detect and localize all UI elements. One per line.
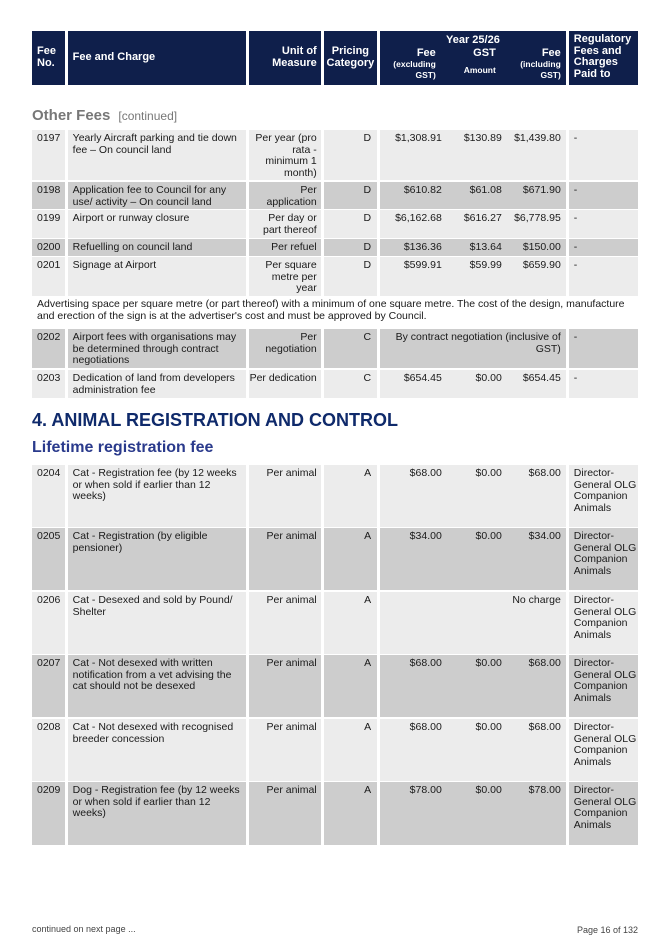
regulatory-paid-to: - bbox=[569, 130, 638, 180]
fee-incl-gst: $659.90 bbox=[522, 259, 561, 271]
unit-of-measure: Per square metre per year bbox=[249, 257, 321, 296]
fee-name: Cat - Not desexed with written notification from a vet advising the cat should not be desexed bbox=[68, 655, 246, 717]
fee-incl-gst: No charge bbox=[512, 594, 561, 606]
fee-excl-gst: $599.91 bbox=[403, 259, 442, 271]
gst-amount: $616.27 bbox=[463, 212, 502, 224]
fee-name: Cat - Registration fee (by 12 weeks or when sold if earlier than 12 weeks) bbox=[68, 465, 246, 527]
fee-values bbox=[380, 239, 566, 256]
page-number: Page 16 of 132 bbox=[576, 925, 638, 935]
gst-amount: $0.00 bbox=[475, 530, 502, 542]
gst-amount: $0.00 bbox=[475, 721, 502, 733]
fee-excl-gst: $78.00 bbox=[409, 784, 442, 796]
fee-name: Cat - Registration (by eligible pensioner) bbox=[68, 528, 246, 590]
section-title: 4. ANIMAL REGISTRATION AND CONTROL bbox=[32, 410, 398, 430]
fee-incl-gst: $1,439.80 bbox=[514, 132, 561, 144]
other-fees-continued: [continued] bbox=[118, 109, 178, 123]
regulatory-paid-to: - bbox=[569, 257, 638, 296]
pricing-category: A bbox=[324, 719, 377, 781]
table-row bbox=[32, 655, 638, 717]
fee-number: 0202 bbox=[32, 329, 65, 368]
continued-note: continued on next page ... bbox=[32, 924, 136, 934]
table-row bbox=[32, 257, 638, 296]
fee-name: Cat - Not desexed with recognised breeder concession bbox=[68, 719, 246, 781]
unit-of-measure: Per animal bbox=[249, 719, 321, 781]
fee-excl-gst: $68.00 bbox=[409, 721, 442, 733]
header-fee-and-charge: Fee and Charge bbox=[68, 31, 246, 85]
fee-excl-gst: $6,162.68 bbox=[395, 212, 442, 224]
fee-excl-gst: $654.45 bbox=[403, 372, 442, 384]
table-row bbox=[32, 329, 638, 368]
fee-values bbox=[380, 329, 566, 368]
fee-name: Signage at Airport bbox=[68, 257, 246, 296]
unit-of-measure: Per animal bbox=[249, 465, 321, 527]
fee-name: Cat - Desexed and sold by Pound/ Shelter bbox=[68, 592, 246, 654]
regulatory-paid-to: Director-General OLG Companion Animals bbox=[569, 782, 638, 845]
header-fee-excl bbox=[386, 47, 436, 81]
pricing-category: A bbox=[324, 528, 377, 590]
regulatory-paid-to: Director-General OLG Companion Animals bbox=[569, 592, 638, 654]
table-row bbox=[32, 465, 638, 527]
fee-excl-gst: $1,308.91 bbox=[395, 132, 442, 144]
advertising-note: Advertising space per square metre (or part thereof) with a minimum of one square metre. The cost of the design, manufacture and erection of the sign is at the advertiser's cost and must be approved by Council. bbox=[37, 298, 625, 322]
fee-incl-gst: $671.90 bbox=[522, 184, 561, 196]
regulatory-paid-to: Director-General OLG Companion Animals bbox=[569, 655, 638, 717]
table-row bbox=[32, 239, 638, 256]
fee-excl-gst: $136.36 bbox=[403, 241, 442, 253]
regulatory-paid-to: Director-General OLG Companion Animals bbox=[569, 465, 638, 527]
gst-amount: $0.00 bbox=[475, 372, 502, 384]
fee-values bbox=[380, 370, 566, 398]
header-fee-incl-sub: (including GST) bbox=[520, 59, 561, 80]
unit-of-measure: Per animal bbox=[249, 655, 321, 717]
table-row bbox=[32, 782, 638, 845]
table-header bbox=[32, 31, 638, 85]
fee-incl-gst: $34.00 bbox=[528, 530, 561, 542]
fee-excl-gst: $68.00 bbox=[409, 467, 442, 479]
header-gst-sub: Amount bbox=[463, 65, 496, 75]
gst-amount: $61.08 bbox=[469, 184, 502, 196]
fee-values bbox=[380, 465, 566, 527]
gst-amount: $130.89 bbox=[463, 132, 502, 144]
fee-name: Airport or runway closure bbox=[68, 210, 246, 238]
regulatory-paid-to: - bbox=[569, 239, 638, 256]
regulatory-paid-to: - bbox=[569, 182, 638, 209]
unit-of-measure: Per animal bbox=[249, 782, 321, 845]
fee-number: 0201 bbox=[32, 257, 65, 296]
gst-amount: $59.99 bbox=[469, 259, 502, 271]
fee-number: 0204 bbox=[32, 465, 65, 527]
fee-excl-gst: $610.82 bbox=[403, 184, 442, 196]
unit-of-measure: Per animal bbox=[249, 592, 321, 654]
pricing-category: A bbox=[324, 782, 377, 845]
table-row bbox=[32, 130, 638, 180]
table-row bbox=[32, 528, 638, 590]
unit-of-measure: Per day or part thereof bbox=[249, 210, 321, 238]
gst-amount: $0.00 bbox=[475, 657, 502, 669]
fee-name: Airport fees with organisations may be determined through contract negotiations bbox=[68, 329, 246, 368]
unit-of-measure: Per animal bbox=[249, 528, 321, 590]
other-fees-title: Other Fees bbox=[32, 107, 111, 124]
header-pricing-category: Pricing Category bbox=[324, 31, 377, 85]
unit-of-measure: Per application bbox=[249, 182, 321, 209]
pricing-category: C bbox=[324, 370, 377, 398]
header-year-group bbox=[380, 31, 566, 85]
pricing-category: A bbox=[324, 465, 377, 527]
fee-values bbox=[380, 210, 566, 238]
header-gst bbox=[446, 47, 496, 76]
pricing-category: D bbox=[324, 210, 377, 238]
table-row bbox=[32, 370, 638, 398]
pricing-category: A bbox=[324, 655, 377, 717]
fee-name: Dedication of land from developers administration fee bbox=[68, 370, 246, 398]
regulatory-paid-to: Director-General OLG Companion Animals bbox=[569, 528, 638, 590]
header-regulatory: Regulatory Fees and Charges Paid to bbox=[569, 31, 638, 85]
gst-amount: $13.64 bbox=[469, 241, 502, 253]
section-subtitle: Lifetime registration fee bbox=[32, 439, 214, 456]
fee-name: Refuelling on council land bbox=[68, 239, 246, 256]
fee-incl-gst: $68.00 bbox=[528, 721, 561, 733]
regulatory-paid-to: - bbox=[569, 329, 638, 368]
fee-number: 0200 bbox=[32, 239, 65, 256]
fee-values bbox=[380, 592, 566, 654]
pricing-category: D bbox=[324, 239, 377, 256]
fee-number: 0203 bbox=[32, 370, 65, 398]
fee-incl-gst: $78.00 bbox=[528, 784, 561, 796]
fee-number: 0208 bbox=[32, 719, 65, 781]
fee-number: 0197 bbox=[32, 130, 65, 180]
fee-name: Dog - Registration fee (by 12 weeks or when sold if earlier than 12 weeks) bbox=[68, 782, 246, 845]
pricing-category: D bbox=[324, 182, 377, 209]
unit-of-measure: Per refuel bbox=[249, 239, 321, 256]
fee-incl-gst: $68.00 bbox=[528, 657, 561, 669]
fee-incl-gst: $150.00 bbox=[522, 241, 561, 253]
fee-incl-gst: $6,778.95 bbox=[514, 212, 561, 224]
pricing-category: C bbox=[324, 329, 377, 368]
fee-number: 0209 bbox=[32, 782, 65, 845]
fee-values bbox=[380, 655, 566, 717]
fee-values bbox=[380, 719, 566, 781]
fee-values bbox=[380, 182, 566, 209]
table-row bbox=[32, 592, 638, 654]
fee-number: 0198 bbox=[32, 182, 65, 209]
header-fee-excl-title: Fee bbox=[416, 47, 436, 59]
fee-excl-gst: $68.00 bbox=[409, 657, 442, 669]
regulatory-paid-to: - bbox=[569, 370, 638, 398]
table-row bbox=[32, 182, 638, 209]
fee-number: 0199 bbox=[32, 210, 65, 238]
fee-values bbox=[380, 782, 566, 845]
fee-values bbox=[380, 257, 566, 296]
fee-name: Application fee to Council for any use/ activity – On council land bbox=[68, 182, 246, 209]
pricing-category: A bbox=[324, 592, 377, 654]
unit-of-measure: Per negotiation bbox=[249, 329, 321, 368]
pricing-category: D bbox=[324, 130, 377, 180]
contract-note: By contract negotiation (inclusive of GST) bbox=[395, 331, 561, 355]
header-fee-no: Fee No. bbox=[32, 31, 65, 85]
unit-of-measure: Per year (pro rata - minimum 1 month) bbox=[249, 130, 321, 180]
fee-values bbox=[380, 528, 566, 590]
header-unit-of-measure: Unit of Measure bbox=[249, 31, 321, 85]
fee-incl-gst: $654.45 bbox=[522, 372, 561, 384]
table-row bbox=[32, 210, 638, 238]
fee-values bbox=[380, 130, 566, 180]
pricing-category: D bbox=[324, 257, 377, 296]
table-row bbox=[32, 719, 638, 781]
header-fee-incl bbox=[511, 47, 561, 81]
gst-amount: $0.00 bbox=[475, 784, 502, 796]
header-fee-incl-title: Fee bbox=[541, 47, 561, 59]
unit-of-measure: Per dedication bbox=[249, 370, 321, 398]
fee-incl-gst: $68.00 bbox=[528, 467, 561, 479]
regulatory-paid-to: Director-General OLG Companion Animals bbox=[569, 719, 638, 781]
other-fees-heading bbox=[32, 107, 177, 124]
fee-number: 0206 bbox=[32, 592, 65, 654]
regulatory-paid-to: - bbox=[569, 210, 638, 238]
fee-number: 0205 bbox=[32, 528, 65, 590]
gst-amount: $0.00 bbox=[475, 467, 502, 479]
fee-excl-gst: $34.00 bbox=[409, 530, 442, 542]
header-year: Year 25/26 bbox=[446, 34, 500, 46]
fee-number: 0207 bbox=[32, 655, 65, 717]
header-gst-title: GST bbox=[473, 47, 496, 59]
header-fee-excl-sub: (excluding GST) bbox=[393, 59, 436, 80]
fee-name: Yearly Aircraft parking and tie down fee – On council land bbox=[68, 130, 246, 180]
